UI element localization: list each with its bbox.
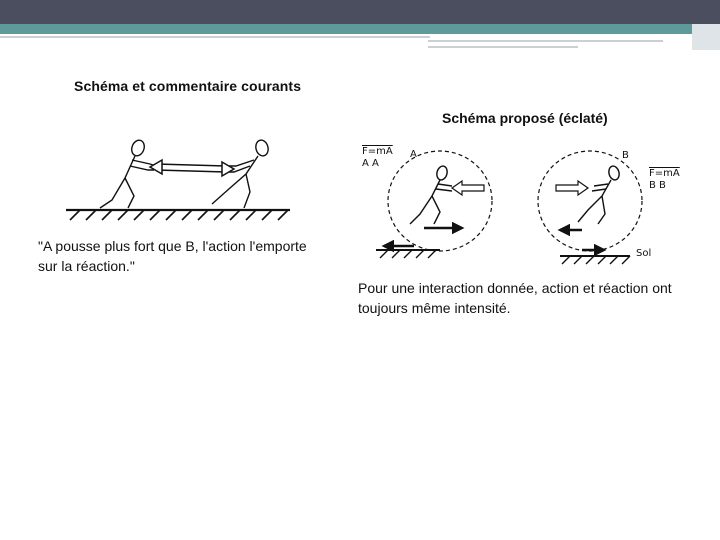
left-ground — [66, 210, 290, 220]
left-diagram-title: Schéma et commentaire courants — [74, 78, 302, 94]
force-on-a-arrow — [452, 181, 484, 195]
left-diagram-caption: "A pousse plus fort que B, l'action l'emporte sur la réaction." — [38, 238, 307, 274]
circle-b — [538, 151, 642, 251]
person-a-exploded — [410, 165, 452, 224]
circle-a — [388, 151, 492, 251]
formula-b — [649, 168, 680, 192]
formula-b-line1: F=mA — [649, 168, 680, 179]
label-b: B — [622, 150, 629, 161]
formula-b-line2: B B — [649, 180, 666, 191]
formula-a-line2: A A — [362, 158, 379, 169]
person-b-exploded — [578, 165, 621, 224]
right-ground — [376, 250, 630, 264]
left-person-a — [100, 138, 156, 208]
label-a: A — [410, 149, 417, 160]
ground-label: Sol — [636, 248, 652, 259]
formula-a-line1: F=mA — [362, 146, 393, 157]
right-diagram-caption: Pour une interaction donnée, action et réaction ont toujours même intensité. — [358, 280, 672, 316]
formula-a — [362, 146, 393, 170]
left-tension-arrows — [150, 160, 234, 176]
force-on-b-arrow — [556, 181, 588, 195]
right-diagram-title: Schéma proposé (éclaté) — [442, 110, 608, 126]
left-person-b — [212, 139, 270, 208]
